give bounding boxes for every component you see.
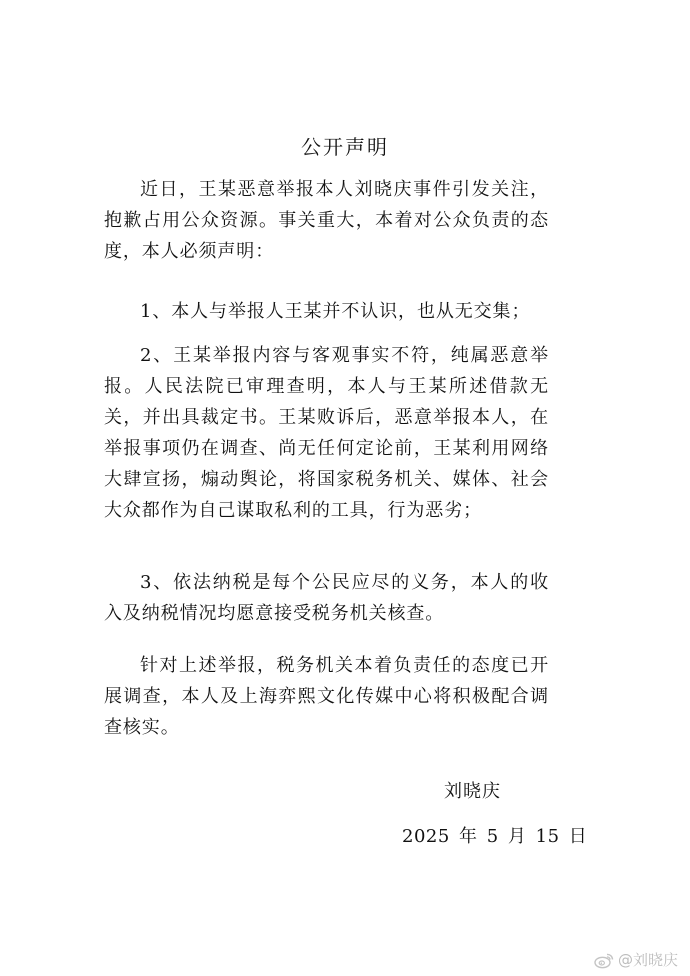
- paragraph-item-2: [104, 340, 549, 526]
- paragraph-closing: [104, 650, 549, 743]
- paragraph-item-1: [104, 296, 549, 327]
- paragraph-item-2-text: 2、王某举报内容与客观事实不符，纯属恶意举报。人民法院已审理查明，本人与王某所述借款无关，并出具裁定书。王某败诉后，恶意举报本人，在举报事项仍在调查、尚无任何定论前，王某利用网络大肆宣扬，煽动舆论，将国家税务机关、媒体、社会大众都作为自己谋取私利的工具，行为恶劣；: [104, 345, 549, 521]
- weibo-watermark: [594, 950, 678, 970]
- paragraph-intro: [104, 174, 549, 267]
- weibo-icon: [594, 952, 614, 969]
- paragraph-item-3-text: 3、依法纳税是每个公民应尽的义务，本人的收入及纳税情况均愿意接受税务机关核查。: [104, 572, 549, 624]
- paragraph-closing-text: 针对上述举报，税务机关本着负责任的态度已开展调查，本人及上海弈熙文化传媒中心将积极配合调查核实。: [104, 655, 549, 738]
- document-title: 公开声明: [301, 135, 389, 159]
- signature-date: 2025 年 5 月 15 日: [402, 826, 588, 847]
- signature-name: 刘晓庆: [444, 781, 501, 802]
- paragraph-intro-text: 近日，王某恶意举报本人刘晓庆事件引发关注，抱歉占用公众资源。事关重大，本着对公众负责的态度，本人必须声明：: [104, 179, 549, 262]
- paragraph-item-3: [104, 567, 549, 629]
- watermark-text: @刘晓庆: [617, 951, 678, 969]
- paragraph-item-1-text: 1、本人与举报人王某并不认识，也从无交集；: [140, 301, 531, 322]
